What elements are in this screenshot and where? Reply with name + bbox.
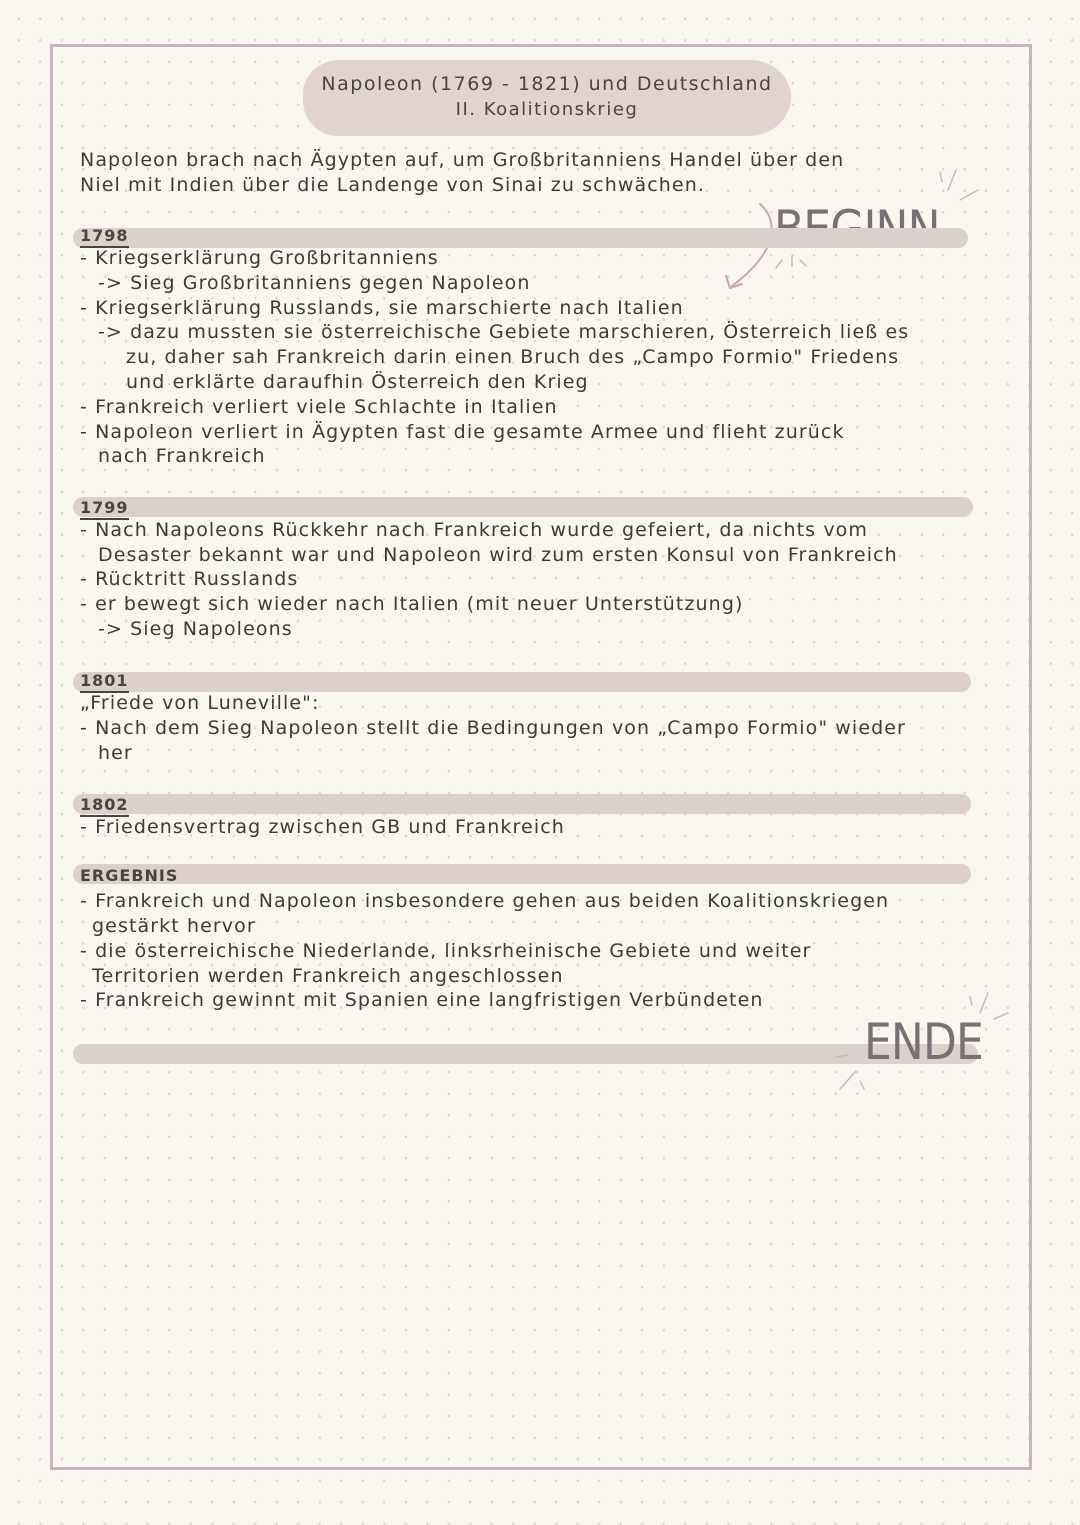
section-1798-line: - Kriegserklärung Großbritanniens	[80, 247, 439, 269]
section-1801-line: her	[98, 742, 133, 764]
section-1802-line: - Friedensvertrag zwischen GB und Frankreich	[80, 816, 565, 838]
title-line-1: Napoleon (1769 - 1821) und Deutschland	[321, 73, 773, 95]
section-year-1802: 1802	[80, 795, 129, 817]
section-1798-line: - Kriegserklärung Russlands, sie marschierte nach Italien	[80, 297, 684, 319]
section-1798-line: - Napoleon verliert in Ägypten fast die gesamte Armee und flieht zurück	[80, 421, 845, 443]
section-1798-line: -> Sieg Großbritanniens gegen Napoleon	[98, 272, 531, 294]
section-bar-1801	[73, 672, 971, 692]
section-1798-line: -> dazu mussten sie österreichische Gebiete marschieren, Österreich ließ es	[98, 321, 910, 343]
section-ergebnis-line: - Frankreich und Napoleon insbesondere gehen aus beiden Koalitionskriegen	[80, 890, 890, 912]
section-1801-line: „Friede von Luneville":	[80, 692, 320, 714]
section-bar-1802	[73, 794, 971, 814]
section-year-1799: 1799	[80, 498, 129, 520]
section-ergebnis-line: - Frankreich gewinnt mit Spanien eine langfristigen Verbündeten	[80, 989, 764, 1011]
end-label: ENDE	[864, 1013, 983, 1071]
section-1798-line: zu, daher sah Frankreich darin einen Bruch des „Campo Formio" Friedens	[126, 346, 900, 368]
section-ergebnis-line: Territorien werden Frankreich angeschlossen	[92, 965, 564, 987]
section-1798-line: und erklärte daraufhin Österreich den Krieg	[126, 371, 589, 393]
page-title	[303, 71, 791, 123]
section-1798-line: - Frankreich verliert viele Schlachte in Italien	[80, 396, 558, 418]
intro-line-2: Niel mit Indien über die Landenge von Sinai zu schwächen.	[80, 174, 705, 196]
section-1799-line: Desaster bekannt war und Napoleon wird zum ersten Konsul von Frankreich	[98, 544, 898, 566]
section-ergebnis-line: - die österreichische Niederlande, linksrheinische Gebiete und weiter	[80, 940, 812, 962]
section-1799-line: - Nach Napoleons Rückkehr nach Frankreich wurde gefeiert, da nichts vom	[80, 519, 868, 541]
section-year-1798: 1798	[80, 226, 129, 248]
section-1799-line: - er bewegt sich wieder nach Italien (mit neuer Unterstützung)	[80, 593, 744, 615]
section-ergebnis-line: gestärkt hervor	[92, 915, 256, 937]
section-year-ergebnis: ERGEBNIS	[80, 866, 179, 885]
title-line-2: II. Koalitionskrieg	[455, 99, 639, 120]
section-bar-ergebnis	[73, 864, 971, 884]
section-year-1801: 1801	[80, 671, 129, 693]
section-1798-line: nach Frankreich	[98, 445, 266, 467]
section-1799-line: - Rücktritt Russlands	[80, 568, 299, 590]
intro-line-1: Napoleon brach nach Ägypten auf, um Großbritanniens Handel über den	[80, 149, 845, 171]
section-1799-line: -> Sieg Napoleons	[98, 618, 293, 640]
section-1801-line: - Nach dem Sieg Napoleon stellt die Bedingungen von „Campo Formio" wieder	[80, 717, 906, 739]
section-bar-1799	[73, 497, 973, 517]
section-bar-1798	[73, 228, 968, 248]
